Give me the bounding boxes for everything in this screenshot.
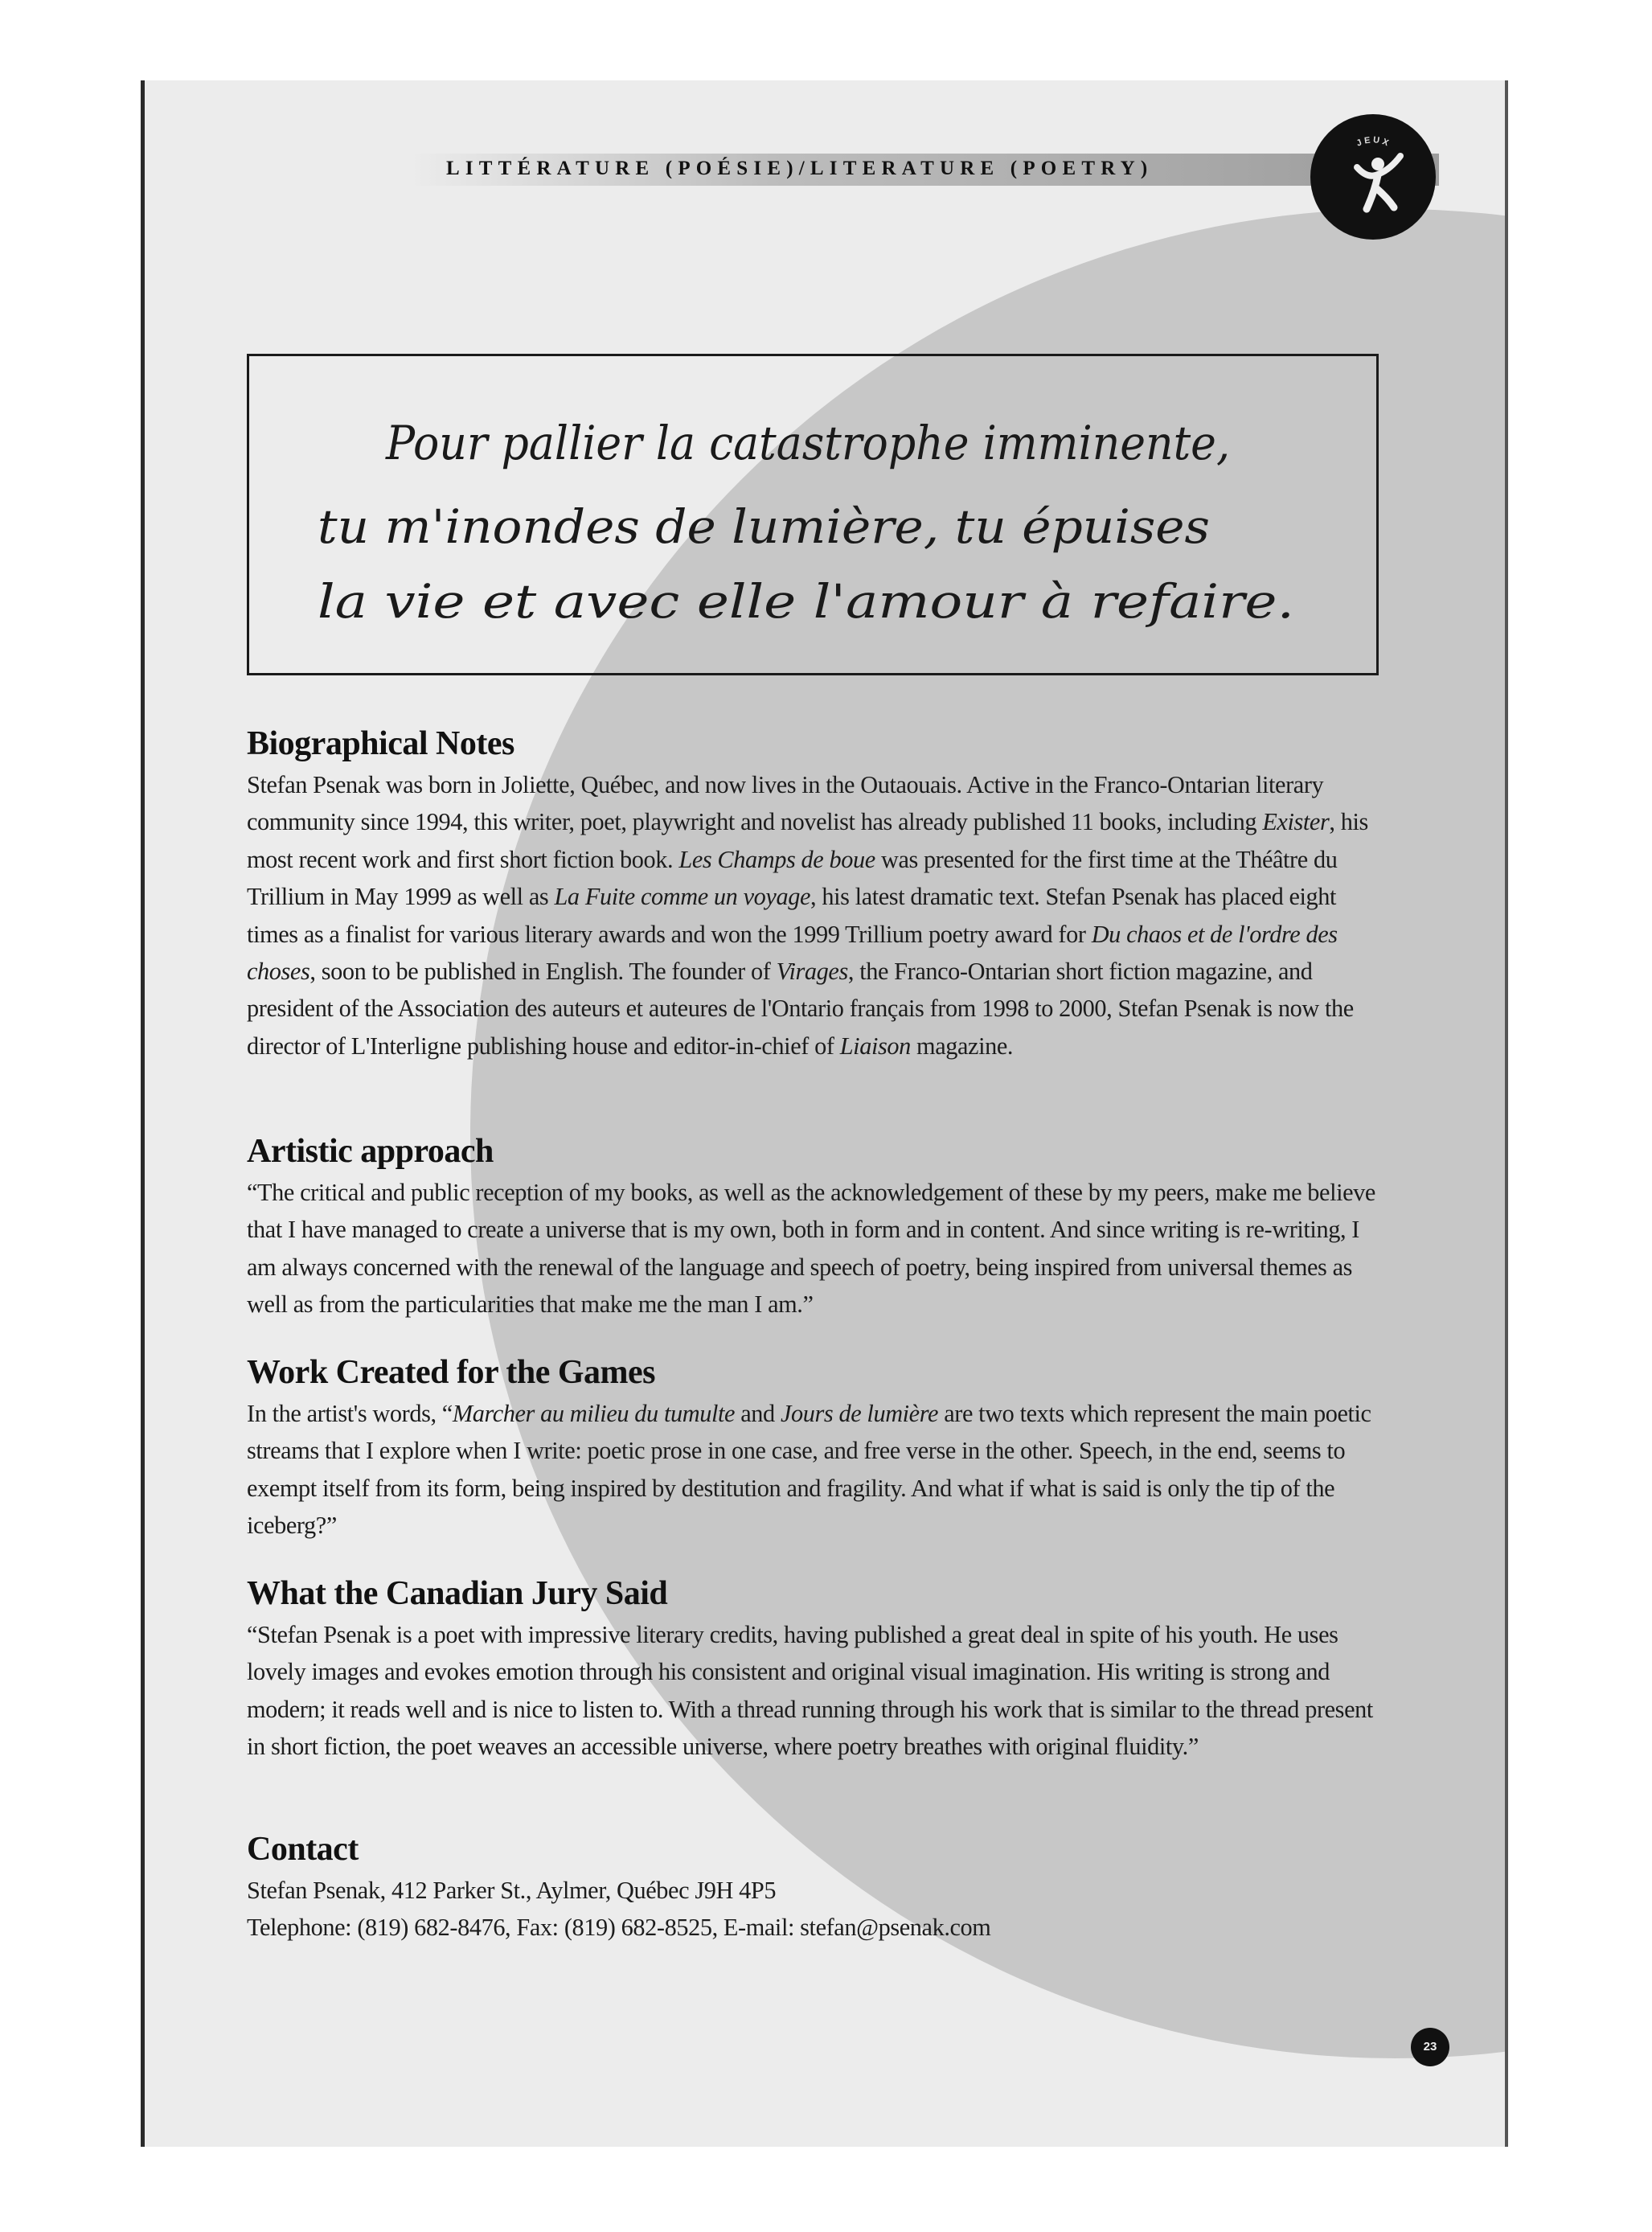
artistic-approach-heading: Artistic approach [247,1133,494,1170]
contact-phone: Telephone: (819) 682-8476, Fax: (819) 682-8525, E-mail: stefan@psenak.com [247,1914,991,1942]
section-jury [247,1574,1388,1766]
section-artistic-approach [247,1132,1388,1323]
svg-text:la vie et avec elle l'amour à: la vie et avec elle l'amour à refaire. [318,574,1294,629]
section-biographical-notes [247,724,1388,1065]
section-category: LITTÉRATURE (POÉSIE)/LITERATURE (POETRY) [446,158,1154,179]
games-figure-logo-icon [1310,114,1436,240]
work-created-body: In the artist's words, “Marcher au milieu du tumulte and Jours de lumière are two texts which represent the main poetic streams that I explore when I write: poetic prose in one case, and free verse in the other. Speech, in the end, seems to exempt itself from its form, being inspired by destitution and fragility. And what if what is said is only the tip of the iceberg?” [247,1400,1371,1540]
work-created-heading: Work Created for the Games [247,1354,656,1391]
artistic-approach-body: “The critical and public reception of my books, as well as the acknowledgement of these by my peers, make me believe that I have managed to create a universe that is my own, both in form and in content. And since writing is re-writing, I am always concerned with the renewal of the language and speech of poetry, being inspired from universal themes as well as from the particularities that make me the man I am.” [247,1179,1375,1319]
section-contact [247,1830,1388,1947]
jury-heading: What the Canadian Jury Said [247,1575,668,1612]
handwritten-poem-box [247,354,1379,675]
handwritten-poem [249,356,1376,673]
svg-text:JEUX: JEUX [1355,135,1392,150]
contact-address: Stefan Psenak, 412 Parker St., Aylmer, Québec J9H 4P5 [247,1877,777,1904]
contact-heading: Contact [247,1831,359,1868]
svg-text:Pour pallier la catastrophe im: Pour pallier la catastrophe imminente, [385,416,1230,470]
svg-text:tu m'inondes de lumière, tu ép: tu m'inondes de lumière, tu épuises [318,499,1210,554]
section-work-created [247,1353,1388,1545]
brochure-page [141,80,1508,2147]
jury-body: “Stefan Psenak is a poet with impressive literary credits, having published a great deal in spite of his youth. He uses lovely images and evokes emotion through his consistent and original visual imagination. His writing is strong and modern; it reads well and is nice to listen to. With a thread running through his work that is similar to the thread present in short fiction, the poet weaves an accessible universe, where poetry breathes with original fluidity.” [247,1621,1373,1761]
biographical-notes-body: Stefan Psenak was born in Joliette, Québec, and now lives in the Outaouais. Active in the Franco-Ontarian literary community since 1994, this writer, poet, playwright and novelist has already published 11 books, including Exister, his most recent work and first short fiction book. Les Champs de boue was presented for the first time at the Théâtre du Trillium in May 1999 as well as La Fuite comme un voyage, his latest dramatic text. Stefan Psenak has placed eight times as a finalist for various literary awards and won the 1999 Trillium poetry award for Du chaos et de l'ordre des choses, soon to be published in English. The founder of Virages, the Franco-Ontarian short fiction magazine, and president of the Association des auteurs et auteures de l'Ontario français from 1998 to 2000, Stefan Psenak is now the director of L'Interligne publishing house and editor-in-chief of Liaison magazine. [247,771,1368,1060]
page-number-badge: 23 [1411,2028,1449,2066]
biographical-notes-heading: Biographical Notes [247,725,514,762]
